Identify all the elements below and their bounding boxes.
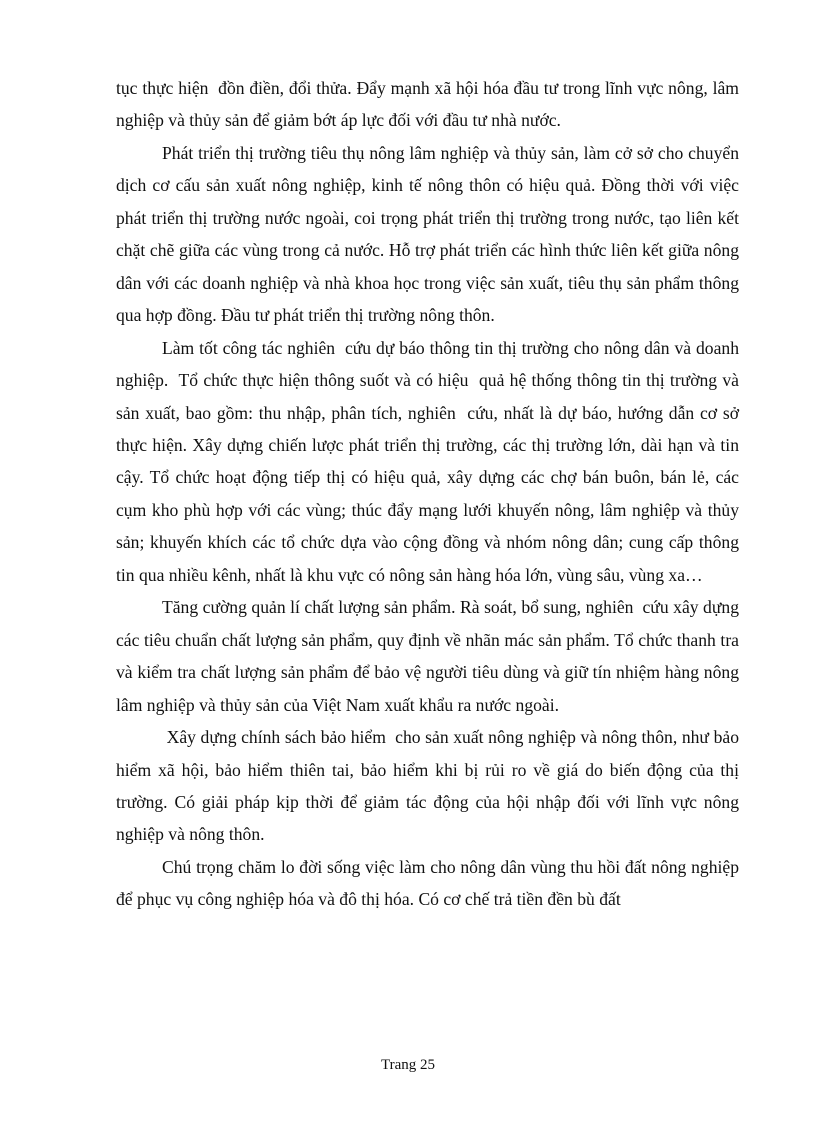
document-body	[116, 72, 748, 916]
paragraph-market-forecasting: Làm tốt công tác nghiên cứu dự báo thông tin thị trường cho nông dân và doanh nghiệp. Tổ chức thực hiện thông suốt và có hiệu quả hệ thống thông tin thị trường và sản xuất, bao gồm: thu nhập, phân tích, nghiên cứu, nhất là dự báo, hướng dẫn cơ sở thực hiện. Xây dựng chiến lược phát triển thị trường, các thị trường lớn, dài hạn và tin cậy. Tổ chức hoạt động tiếp thị có hiệu quả, xây dựng các chợ bán buôn, bán lẻ, các cụm kho phù hợp với các vùng; thúc đẩy mạng lưới khuyến nông, lâm nghiệp và thủy sản; khuyến khích các tổ chức dựa vào cộng đồng và nhóm nông dân; cung cấp thông tin qua nhiều kênh, nhất là khu vực có nông sản hàng hóa lớn, vùng sâu, vùng xa…	[116, 337, 744, 585]
paragraph-insurance-policy: Xây dựng chính sách bảo hiểm cho sản xuất nông nghiệp và nông thôn, như bảo hiểm xã hội, bảo hiểm thiên tai, bảo hiểm khi bị rủi ro về giá do biến động của thị trường. Có giải pháp kịp thời để giảm tác động của hội nhập đối với lĩnh vực nông nghiệp và nông thôn.	[116, 727, 744, 845]
page-number: Trang 25	[380, 1057, 436, 1073]
paragraph-quality-management: Tăng cường quản lí chất lượng sản phẩm. Rà soát, bổ sung, nghiên cứu xây dựng các tiêu chuẩn chất lượng sản phẩm, quy định về nhãn mác sản phẩm. Tổ chức thanh tra và kiểm tra chất lượng sản phẩm để bảo vệ người tiêu dùng và giữ tín nhiệm hàng nông lâm nghiệp và thủy sản của Việt Nam xuất khẩu ra nước ngoài.	[116, 597, 744, 715]
paragraph-market-development: Phát triển thị trường tiêu thụ nông lâm nghiệp và thủy sản, làm cở sở cho chuyển dịch cơ cấu sản xuất nông nghiệp, kinh tế nông thôn có hiệu quả. Đồng thời với việc phát triển thị trường nước ngoài, coi trọng phát triển thị trường trong nước, tạo liên kết chặt chẽ giữa các vùng trong cả nước. Hỗ trợ phát triển các hình thức liên kết giữa nông dân với các doanh nghiệp và nhà khoa học trong việc sản xuất, tiêu thụ sản phẩm thông qua hợp đồng. Đầu tư phát triển thị trường nông thôn.	[116, 142, 744, 326]
page-footer	[0, 1057, 816, 1074]
paragraph-land-consolidation: tục thực hiện đồn điền, đổi thửa. Đẩy mạnh xã hội hóa đầu tư trong lĩnh vực nông, lâm nghiệp và thủy sản để giảm bớt áp lực đối với đầu tư nhà nước.	[116, 78, 744, 131]
paragraph-farmer-livelihood: Chú trọng chăm lo đời sống việc làm cho nông dân vùng thu hồi đất nông nghiệp để phục vụ công nghiệp hóa và đô thị hóa. Có cơ chế trả tiền đền bù đất	[116, 856, 748, 910]
